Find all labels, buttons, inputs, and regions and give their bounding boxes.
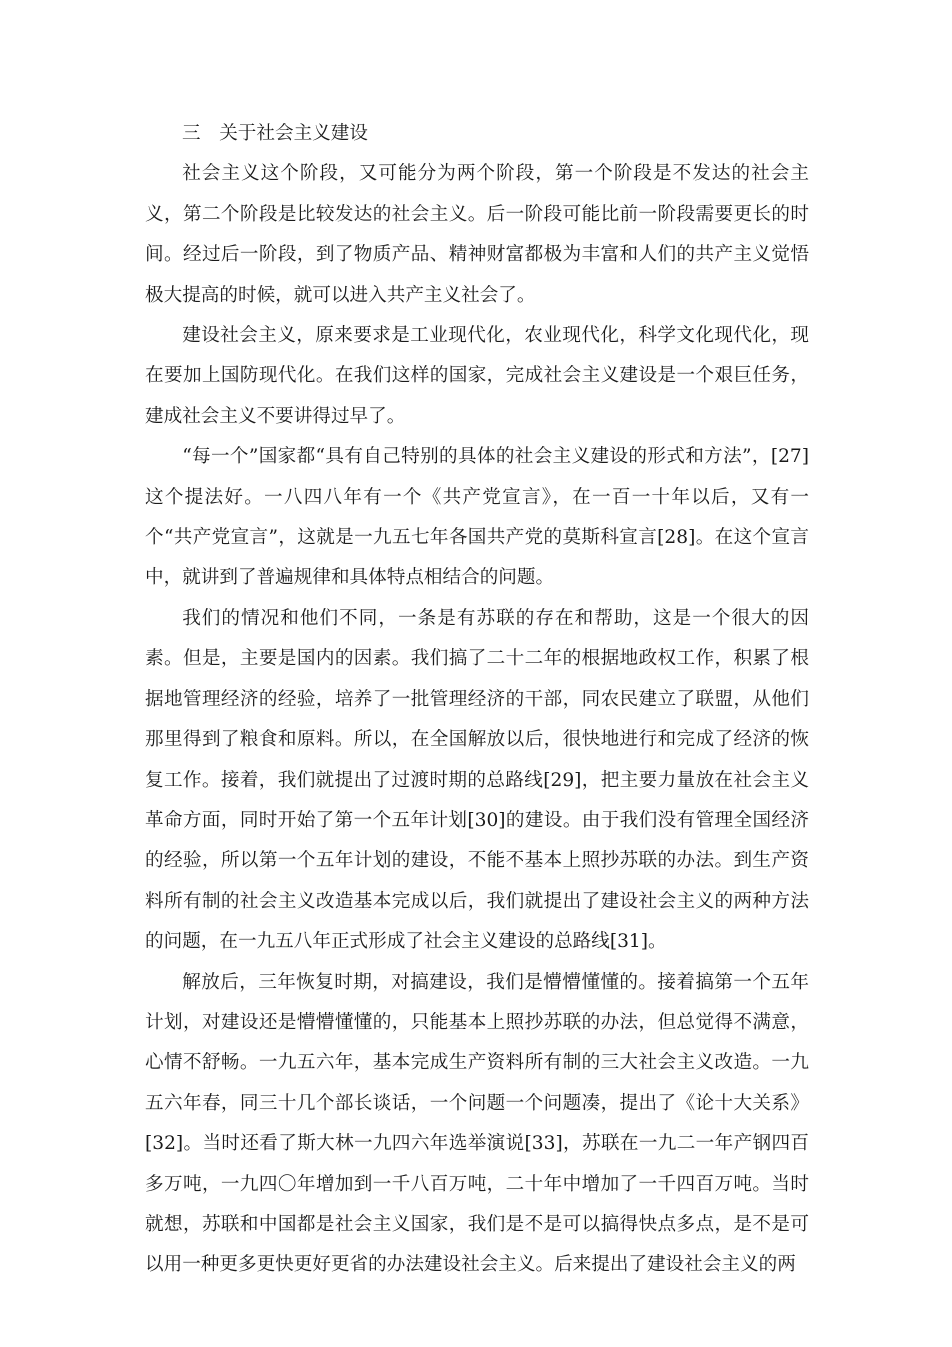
- section-heading: 三 关于社会主义建设: [182, 123, 368, 144]
- paragraph-2: 建设社会主义，原来要求是工业现代化，农业现代化，科学文化现代化，现在要加上国防现代化。在我们这样的国家，完成社会主义建设是一个艰巨任务，建成社会主义不要讲得过早了。: [145, 325, 809, 427]
- document-body: [145, 114, 809, 1286]
- paragraph-1: 社会主义这个阶段，又可能分为两个阶段，第一个阶段是不发达的社会主义，第二个阶段是比较发达的社会主义。后一阶段可能比前一阶段需要更长的时间。经过后一阶段，到了物质产品、精神财富都极为丰富和人们的共产主义觉悟极大提高的时候，就可以进入共产主义社会了。: [145, 163, 809, 306]
- paragraph-3: “每一个”国家都“具有自己特别的具体的社会主义建设的形式和方法”，[27]这个提法好。一八四八年有一个《共产党宣言》，在一百一十年以后，又有一个“共产党宣言”，这就是一九五七年各国共产党的莫斯科宣言[28]。在这个宣言中，就讲到了普遍规律和具体特点相结合的问题。: [145, 446, 809, 589]
- paragraph-5: 解放后，三年恢复时期，对搞建设，我们是懵懵懂懂的。接着搞第一个五年计划，对建设还是懵懵懂懂的，只能基本上照抄苏联的办法，但总觉得不满意，心情不舒畅。一九五六年，基本完成生产资料所有制的三大社会主义改造。一九五六年春，同三十几个部长谈话，一个问题一个问题凑，提出了《论十大关系》[32]。当时还看了斯大林一九四六年选举演说[33]，苏联在一九二一年产钢四百多万吨，一九四〇年增加到一千八百万吨，二十年中增加了一千四百万吨。当时就想，苏联和中国都是社会主义国家，我们是不是可以搞得快点多点，是不是可以用一种更多更快更好更省的办法建设社会主义。后来提出了建设社会主义的两: [145, 971, 809, 1276]
- paragraph-4: 我们的情况和他们不同，一条是有苏联的存在和帮助，这是一个很大的因素。但是，主要是国内的因素。我们搞了二十二年的根据地政权工作，积累了根据地管理经济的经验，培养了一批管理经济的干部，同农民建立了联盟，从他们那里得到了粮食和原料。所以，在全国解放以后，很快地进行和完成了经济的恢复工作。接着，我们就提出了过渡时期的总路线[29]，把主要力量放在社会主义革命方面，同时开始了第一个五年计划[30]的建设。由于我们没有管理全国经济的经验，所以第一个五年计划的建设，不能不基本上照抄苏联的办法。到生产资料所有制的社会主义改造基本完成以后，我们就提出了建设社会主义的两种方法的问题，在一九五八年正式形成了社会主义建设的总路线[31]。: [145, 607, 809, 953]
